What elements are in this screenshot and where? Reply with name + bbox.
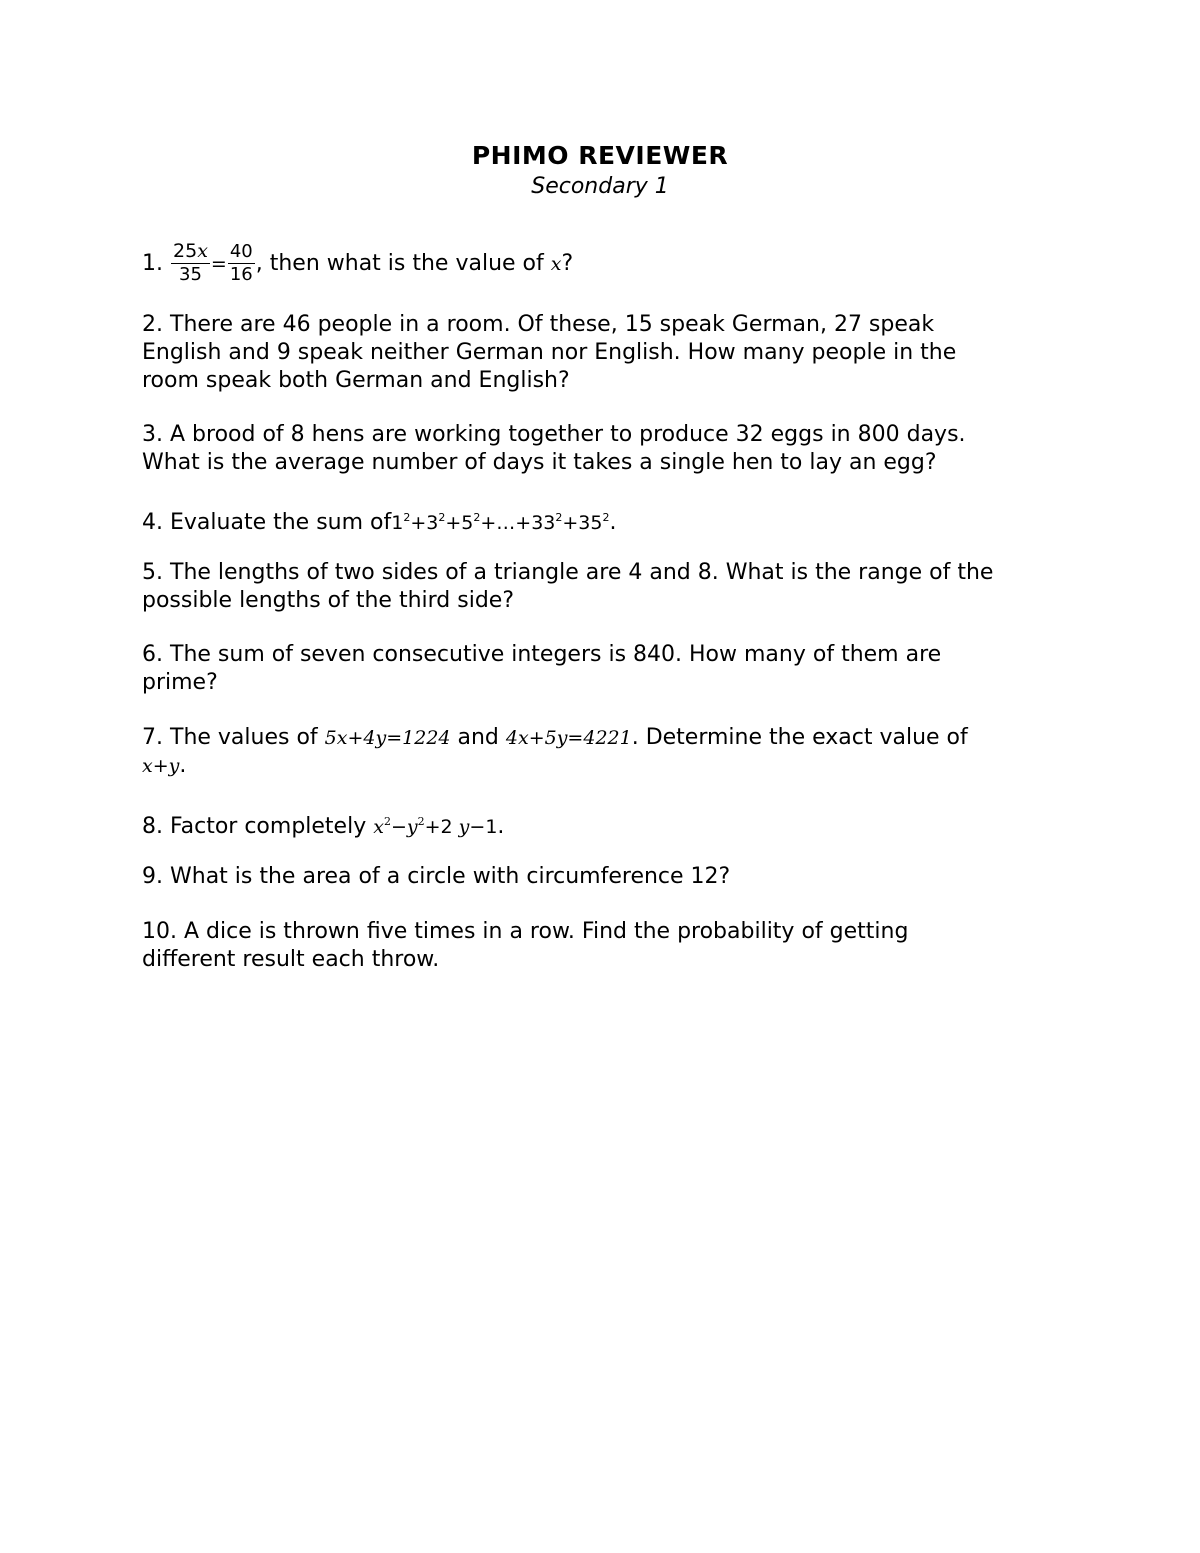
question-3: 3. A brood of 8 hens are working together to produce 32 eggs in 800 days. What is the average number of days it takes a single hen to lay an egg? bbox=[142, 422, 966, 475]
question-number: 1. bbox=[142, 251, 163, 276]
equals-sign: = bbox=[210, 253, 227, 275]
question-1: 1. $\frac{25x}{35}$ = $\frac{40}{16}$ , then what is the value of x? bbox=[142, 240, 574, 285]
question-9: 9. What is the area of a circle with circumference 12? bbox=[142, 864, 731, 889]
target-expression: x+y bbox=[142, 755, 180, 777]
equation-1: 5x+4y=1224 bbox=[324, 727, 451, 749]
fraction-left: $\frac{25x}{35}$ bbox=[173, 240, 208, 285]
equation-2: 4x+5y=4221 bbox=[505, 727, 632, 749]
question-4: 4. Evaluate the sum $of1^2+3^2+5^2+\dots+33^2+35^2$. bbox=[142, 510, 617, 535]
page-subtitle: Secondary 1 bbox=[531, 174, 669, 199]
question-6: 6. The sum of seven consecutive integers is 840. How many of them are prime? bbox=[142, 642, 942, 695]
question-10: 10. A dice is thrown five times in a row. Find the probability of getting different result each throw. bbox=[142, 919, 909, 972]
question-5: 5. The lengths of two sides of a triangle are 4 and 8. What is the range of the possible lengths of the third side? bbox=[142, 560, 994, 613]
page-title: PHIMO REVIEWER bbox=[471, 141, 729, 170]
question-8: 8. Factor completely $x^2-y^2+2$ y−1. bbox=[142, 814, 505, 839]
question-2: 2. There are 46 people in a room. Of these, 15 speak German, 27 speak English and 9 speak neither German nor English. How many people in the room speak both German and English? bbox=[142, 312, 957, 393]
question-7: 7. The values of 5x+4y=1224 and 4x+5y=4221. Determine the exact value of x+y. bbox=[142, 725, 968, 778]
factor-expression: $x^2-y^2+2$ y−1 bbox=[373, 815, 498, 838]
fraction-right: $\frac{40}{16}$ bbox=[229, 240, 253, 285]
sum-expression: $1^2+3^2+5^2+\dots+33^2+35^2$ bbox=[391, 511, 610, 534]
